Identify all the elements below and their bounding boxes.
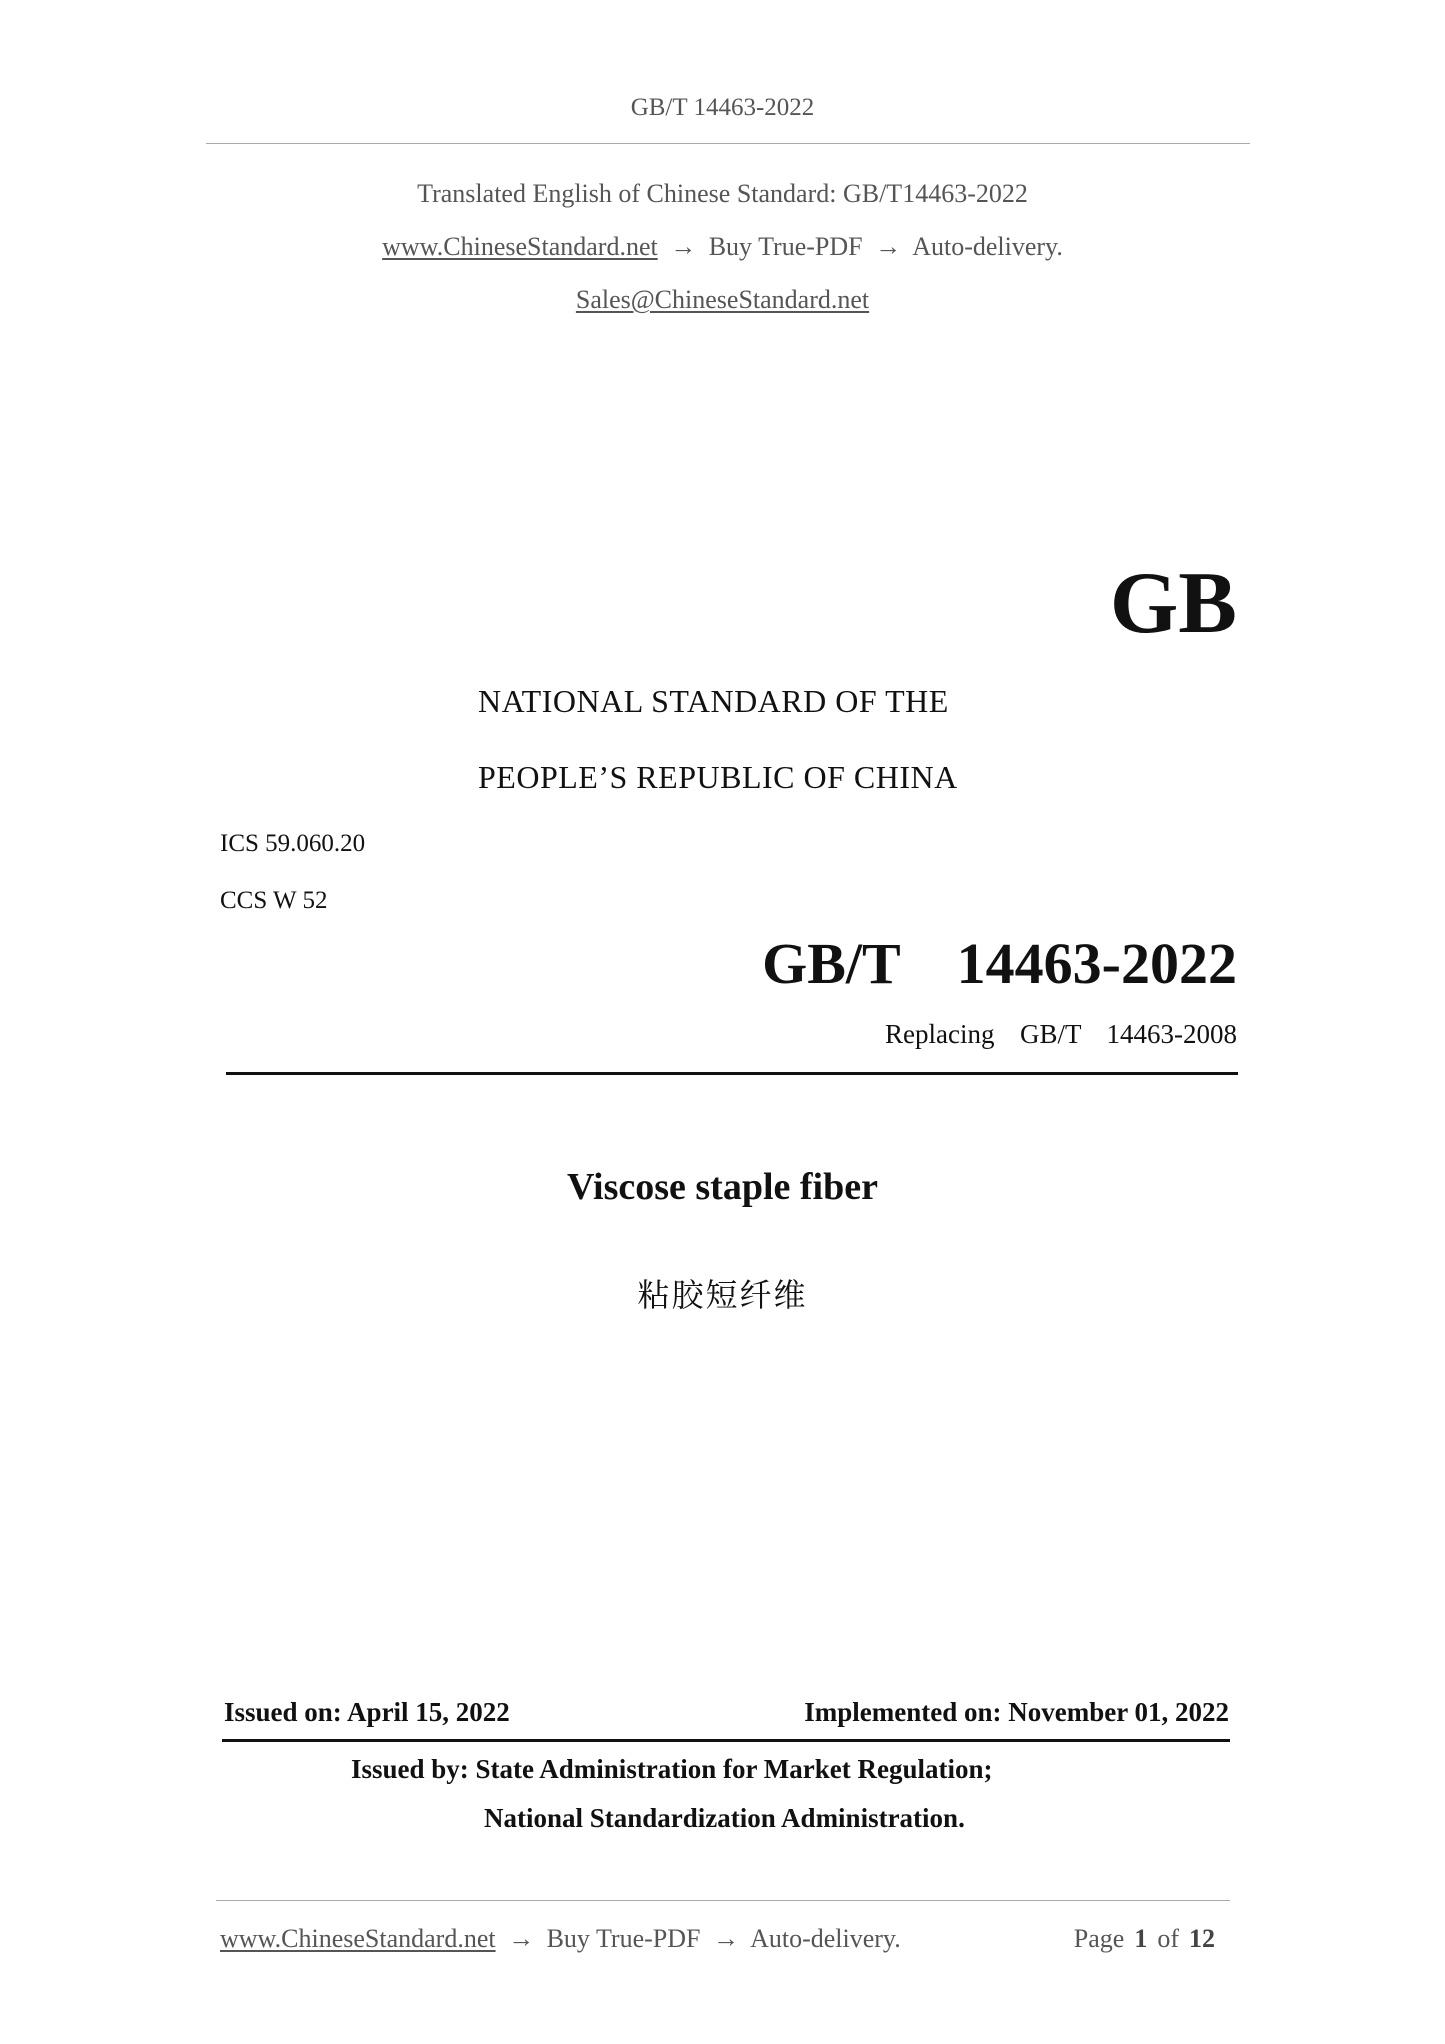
- translation-notice: Translated English of Chinese Standard: GB/T14463-2022: [417, 179, 1028, 208]
- page-word: Page: [1073, 1924, 1125, 1953]
- arrow-right-icon: →: [670, 232, 697, 261]
- title-chinese: 粘胶短纤维: [637, 1276, 808, 1314]
- total-pages-number: 12: [1189, 1924, 1215, 1953]
- site-link[interactable]: www.ChineseStandard.net: [382, 232, 658, 261]
- title-divider: [226, 1072, 1238, 1075]
- issued-by-line-2: National Standardization Administration.: [484, 1803, 965, 1833]
- sales-email-link[interactable]: Sales@ChineseStandard.net: [575, 285, 870, 314]
- dates-divider: [222, 1739, 1230, 1742]
- current-page-number: 1: [1134, 1924, 1148, 1953]
- ics-code: ICS 59.060.20: [220, 830, 366, 857]
- header-divider: [206, 143, 1250, 144]
- title-english: Viscose staple fiber: [567, 1166, 878, 1208]
- page-indicator: [1074, 1924, 1225, 1954]
- arrow-right-icon: →: [713, 1924, 739, 1953]
- national-standard-heading-line-1: NATIONAL STANDARD OF THE: [478, 683, 949, 719]
- replacing-note: Replacing GB/T 14463-2008: [885, 1019, 1237, 1049]
- footer-purchase-line: [220, 1924, 901, 1954]
- arrow-right-icon: →: [875, 232, 902, 261]
- footer-divider: [216, 1900, 1230, 1901]
- of-word: of: [1157, 1924, 1179, 1953]
- standard-number: GB/T 14463-2022: [762, 931, 1237, 996]
- ccs-code: CCS W 52: [220, 887, 328, 914]
- delivery-text: Auto-delivery.: [912, 232, 1063, 261]
- arrow-right-icon: →: [508, 1924, 535, 1953]
- implemented-on-date: Implemented on: November 01, 2022: [804, 1697, 1229, 1727]
- issued-on-date: Issued on: April 15, 2022: [224, 1697, 510, 1727]
- purchase-line: [0, 232, 1445, 262]
- national-standard-heading-line-2: PEOPLE’S REPUBLIC OF CHINA: [478, 759, 958, 795]
- issued-by-line-1: Issued by: State Administration for Market Regulation;: [351, 1754, 993, 1784]
- running-header: GB/T 14463-2022: [630, 94, 815, 121]
- buy-text: Buy True-PDF: [708, 232, 863, 261]
- footer-site-link[interactable]: www.ChineseStandard.net: [220, 1924, 496, 1953]
- gb-mark: GB: [1109, 555, 1237, 652]
- email-line: [0, 285, 1445, 315]
- footer-delivery-text: Auto-delivery.: [750, 1924, 901, 1953]
- footer-buy-text: Buy True-PDF: [546, 1924, 701, 1953]
